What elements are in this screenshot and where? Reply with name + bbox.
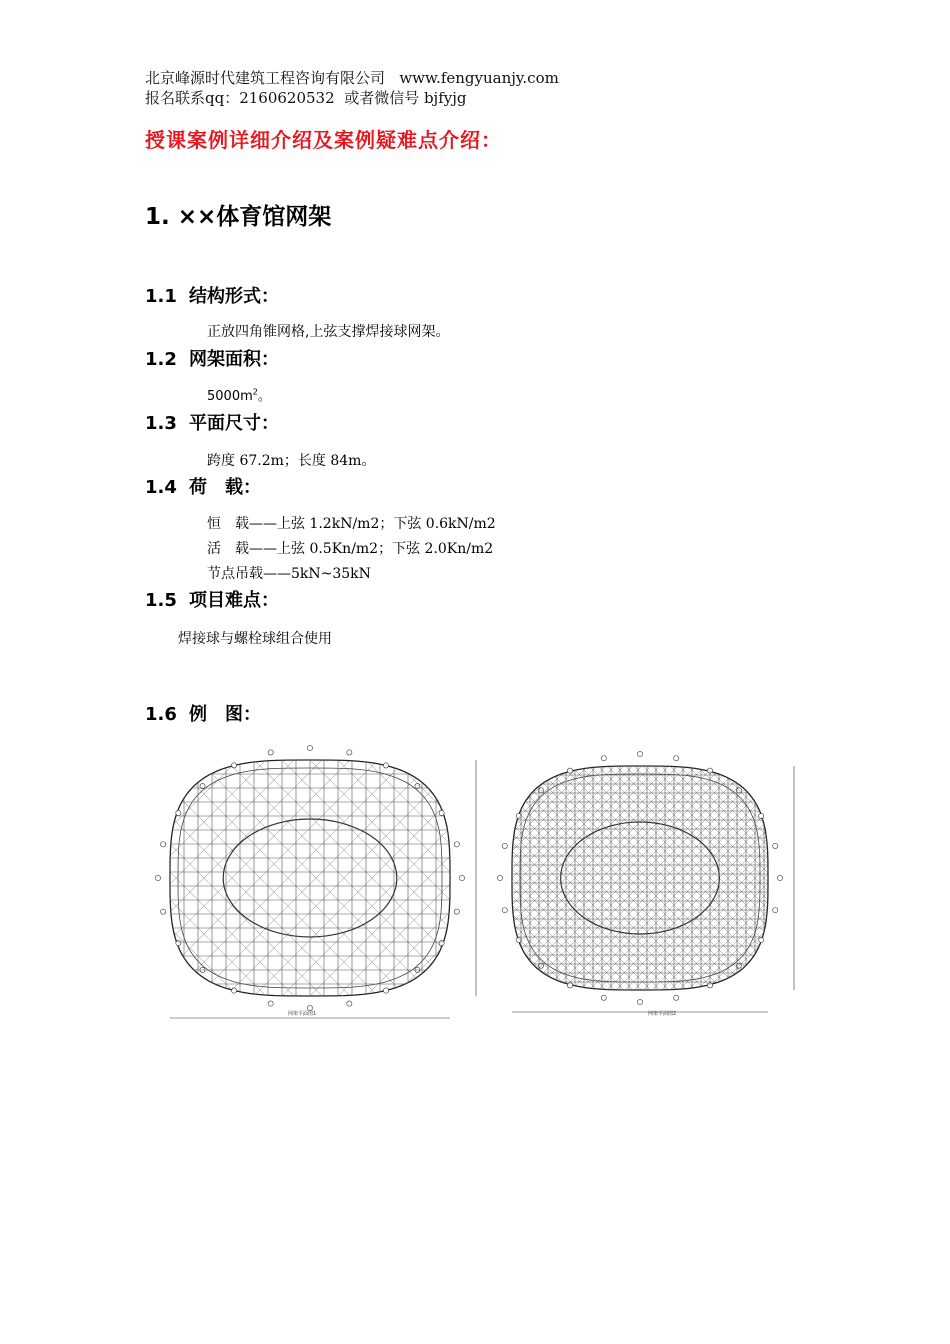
section-heading-difficulty: [145, 586, 279, 612]
diagonal-member: [490, 766, 705, 990]
section-title: 结构形式：: [189, 286, 279, 307]
section-number: 1.4: [145, 477, 177, 498]
axis-bubble: [502, 907, 507, 912]
diagonal-member: [145, 760, 210, 996]
axis-bubble: [439, 940, 444, 945]
section-title: 项目难点：: [189, 590, 279, 611]
live-load-text: 活 载——上弦 0.5Kn/m2；下弦 2.0Kn/m2: [207, 541, 494, 557]
diagonal-member: [679, 766, 810, 990]
diagonal-member: [589, 766, 810, 990]
axis-bubble: [268, 750, 273, 755]
diagonal-member: [450, 760, 480, 996]
structure-text: 正放四角锥网格,上弦支撑焊接球网架。: [207, 324, 450, 340]
page-header: [145, 68, 559, 108]
section-title: 例 图：: [189, 704, 261, 725]
axis-bubble: [674, 995, 679, 1000]
diagonal-member: [670, 766, 810, 990]
diagonal-member: [145, 760, 154, 996]
diagonal-member: [715, 766, 810, 990]
diagonal-member: [490, 766, 669, 990]
axis-bubble: [454, 909, 459, 914]
diagonal-member: [394, 760, 480, 996]
company-name: 北京峰源时代建筑工程咨询有限公司: [145, 69, 386, 87]
diagonal-member: [643, 766, 810, 990]
diagonal-member: [679, 766, 810, 990]
diagonal-member: [450, 760, 480, 996]
difficulty-text: 焊接球与螺栓球组合使用: [178, 631, 332, 647]
axis-bubble: [383, 763, 388, 768]
grid-plan-figure-1: [145, 740, 480, 1020]
diagonal-member: [310, 760, 480, 996]
diagonal-member: [652, 766, 810, 990]
section-number: 1.2: [145, 349, 177, 370]
diagonal-member: [422, 760, 480, 996]
axis-bubble: [567, 983, 572, 988]
diagonal-member: [394, 760, 480, 996]
area-value: 5000m: [207, 389, 253, 404]
axis-bubble: [231, 988, 236, 993]
axis-bubble: [459, 875, 464, 880]
axis-bubble: [637, 999, 642, 1004]
node-load-text: 节点吊载——5kN~35kN: [207, 566, 371, 582]
diagonal-member: [688, 766, 810, 990]
section-number: 1.1: [145, 286, 177, 307]
diagonal-member: [145, 760, 350, 996]
diagonal-member: [634, 766, 810, 990]
axis-bubble: [176, 810, 181, 815]
section-title: 荷 载：: [189, 477, 261, 498]
diagonal-member: [490, 766, 498, 990]
case-number: 1.: [145, 204, 170, 230]
diagonal-member: [688, 766, 810, 990]
axis-bubble: [231, 763, 236, 768]
diagonal-member: [490, 766, 597, 990]
section-heading-loads: [145, 473, 261, 499]
dead-load-text: 恒 载——上弦 1.2kN/m2；下弦 0.6kN/m2: [207, 516, 496, 532]
section-number: 1.5: [145, 590, 177, 611]
diagonal-member: [715, 766, 810, 990]
area-text: [207, 385, 271, 404]
diagonal-member: [589, 766, 810, 990]
diagonal-member: [310, 760, 480, 996]
section-heading-structure: [145, 282, 279, 308]
diagonal-member: [422, 760, 480, 996]
axis-bubble: [773, 907, 778, 912]
diagonal-member: [338, 760, 480, 996]
case-heading: [145, 198, 331, 231]
grid-lines: [145, 760, 480, 996]
axis-bubble: [601, 756, 606, 761]
axis-bubble: [383, 988, 388, 993]
contact-wechat: 或者微信号 bjfyjg: [344, 89, 467, 107]
diagonal-member: [338, 760, 480, 996]
axis-bubble: [601, 995, 606, 1000]
axis-bubble: [454, 842, 459, 847]
diagonal-member: [145, 760, 210, 996]
diagonal-member: [490, 766, 579, 990]
intro-title: 授课案例详细介绍及案例疑难点介绍：: [145, 128, 502, 152]
central-ring: [561, 822, 720, 934]
diagonal-member: [490, 766, 651, 990]
diagonal-member: [490, 766, 651, 990]
axis-bubble: [674, 756, 679, 761]
section-heading-area: [145, 345, 279, 371]
diagonal-member: [490, 766, 615, 990]
axis-bubble: [773, 843, 778, 848]
figure-1-caption: 网架平面图1: [288, 1011, 317, 1017]
diagonal-member: [490, 766, 579, 990]
axis-bubble: [777, 875, 782, 880]
section-title: 网架面积：: [189, 349, 279, 370]
axis-bubble: [497, 875, 502, 880]
dimensions-text: 跨度 67.2m；长度 84m。: [207, 453, 376, 469]
axis-bubble: [347, 1001, 352, 1006]
axis-bubble: [347, 750, 352, 755]
grid-plan-figure-2: [490, 740, 810, 1020]
axis-bubble: [161, 909, 166, 914]
diagonal-member: [490, 766, 498, 990]
axis-bubble: [567, 768, 572, 773]
grid-plan-drawing-2: [490, 740, 810, 1020]
section-number: 1.3: [145, 413, 177, 434]
diagonal-member: [643, 766, 810, 990]
frame-group: [155, 745, 476, 1018]
company-url[interactable]: www.fengyuanjy.com: [399, 69, 559, 87]
diagonal-member: [490, 766, 687, 990]
contact-qq: 报名联系qq：2160620532: [145, 89, 335, 107]
section-number: 1.6: [145, 704, 177, 725]
axis-bubble: [161, 842, 166, 847]
diagonal-member: [145, 760, 182, 996]
diagonal-member: [145, 760, 182, 996]
diagonal-member: [145, 760, 350, 996]
grid-plan-drawing-1: [145, 740, 480, 1020]
section-title: 平面尺寸：: [189, 413, 279, 434]
axis-bubble: [268, 1001, 273, 1006]
header-line-2: [145, 88, 559, 108]
diagonal-member: [490, 766, 687, 990]
axis-bubble: [516, 813, 521, 818]
diagonal-member: [145, 760, 154, 996]
diagonal-member: [490, 766, 705, 990]
axis-bubble: [439, 810, 444, 815]
figure-2-caption: 网架平面图2: [648, 1011, 677, 1017]
axis-bubble: [176, 940, 181, 945]
diagonal-member: [733, 766, 810, 990]
axis-bubble: [155, 875, 160, 880]
axis-bubble: [502, 843, 507, 848]
diagonal-member: [661, 766, 810, 990]
section-heading-figures: [145, 700, 261, 726]
axis-bubble: [307, 745, 312, 750]
diagonal-member: [145, 760, 294, 996]
diagonal-member: [733, 766, 810, 990]
area-end: 。: [257, 389, 271, 404]
diagonal-member: [652, 766, 810, 990]
diagonal-member: [661, 766, 810, 990]
area-exponent: 2: [252, 387, 258, 397]
axis-bubble: [637, 751, 642, 756]
axis-bubble: [516, 937, 521, 942]
header-line-1: [145, 68, 559, 88]
diagonal-member: [145, 760, 294, 996]
diagonal-member: [490, 766, 669, 990]
section-heading-dimensions: [145, 409, 279, 435]
diagonal-member: [670, 766, 810, 990]
diagonal-member: [634, 766, 810, 990]
case-title: ××体育馆网架: [177, 204, 332, 230]
diagonal-member: [490, 766, 597, 990]
diagonal-member: [490, 766, 615, 990]
